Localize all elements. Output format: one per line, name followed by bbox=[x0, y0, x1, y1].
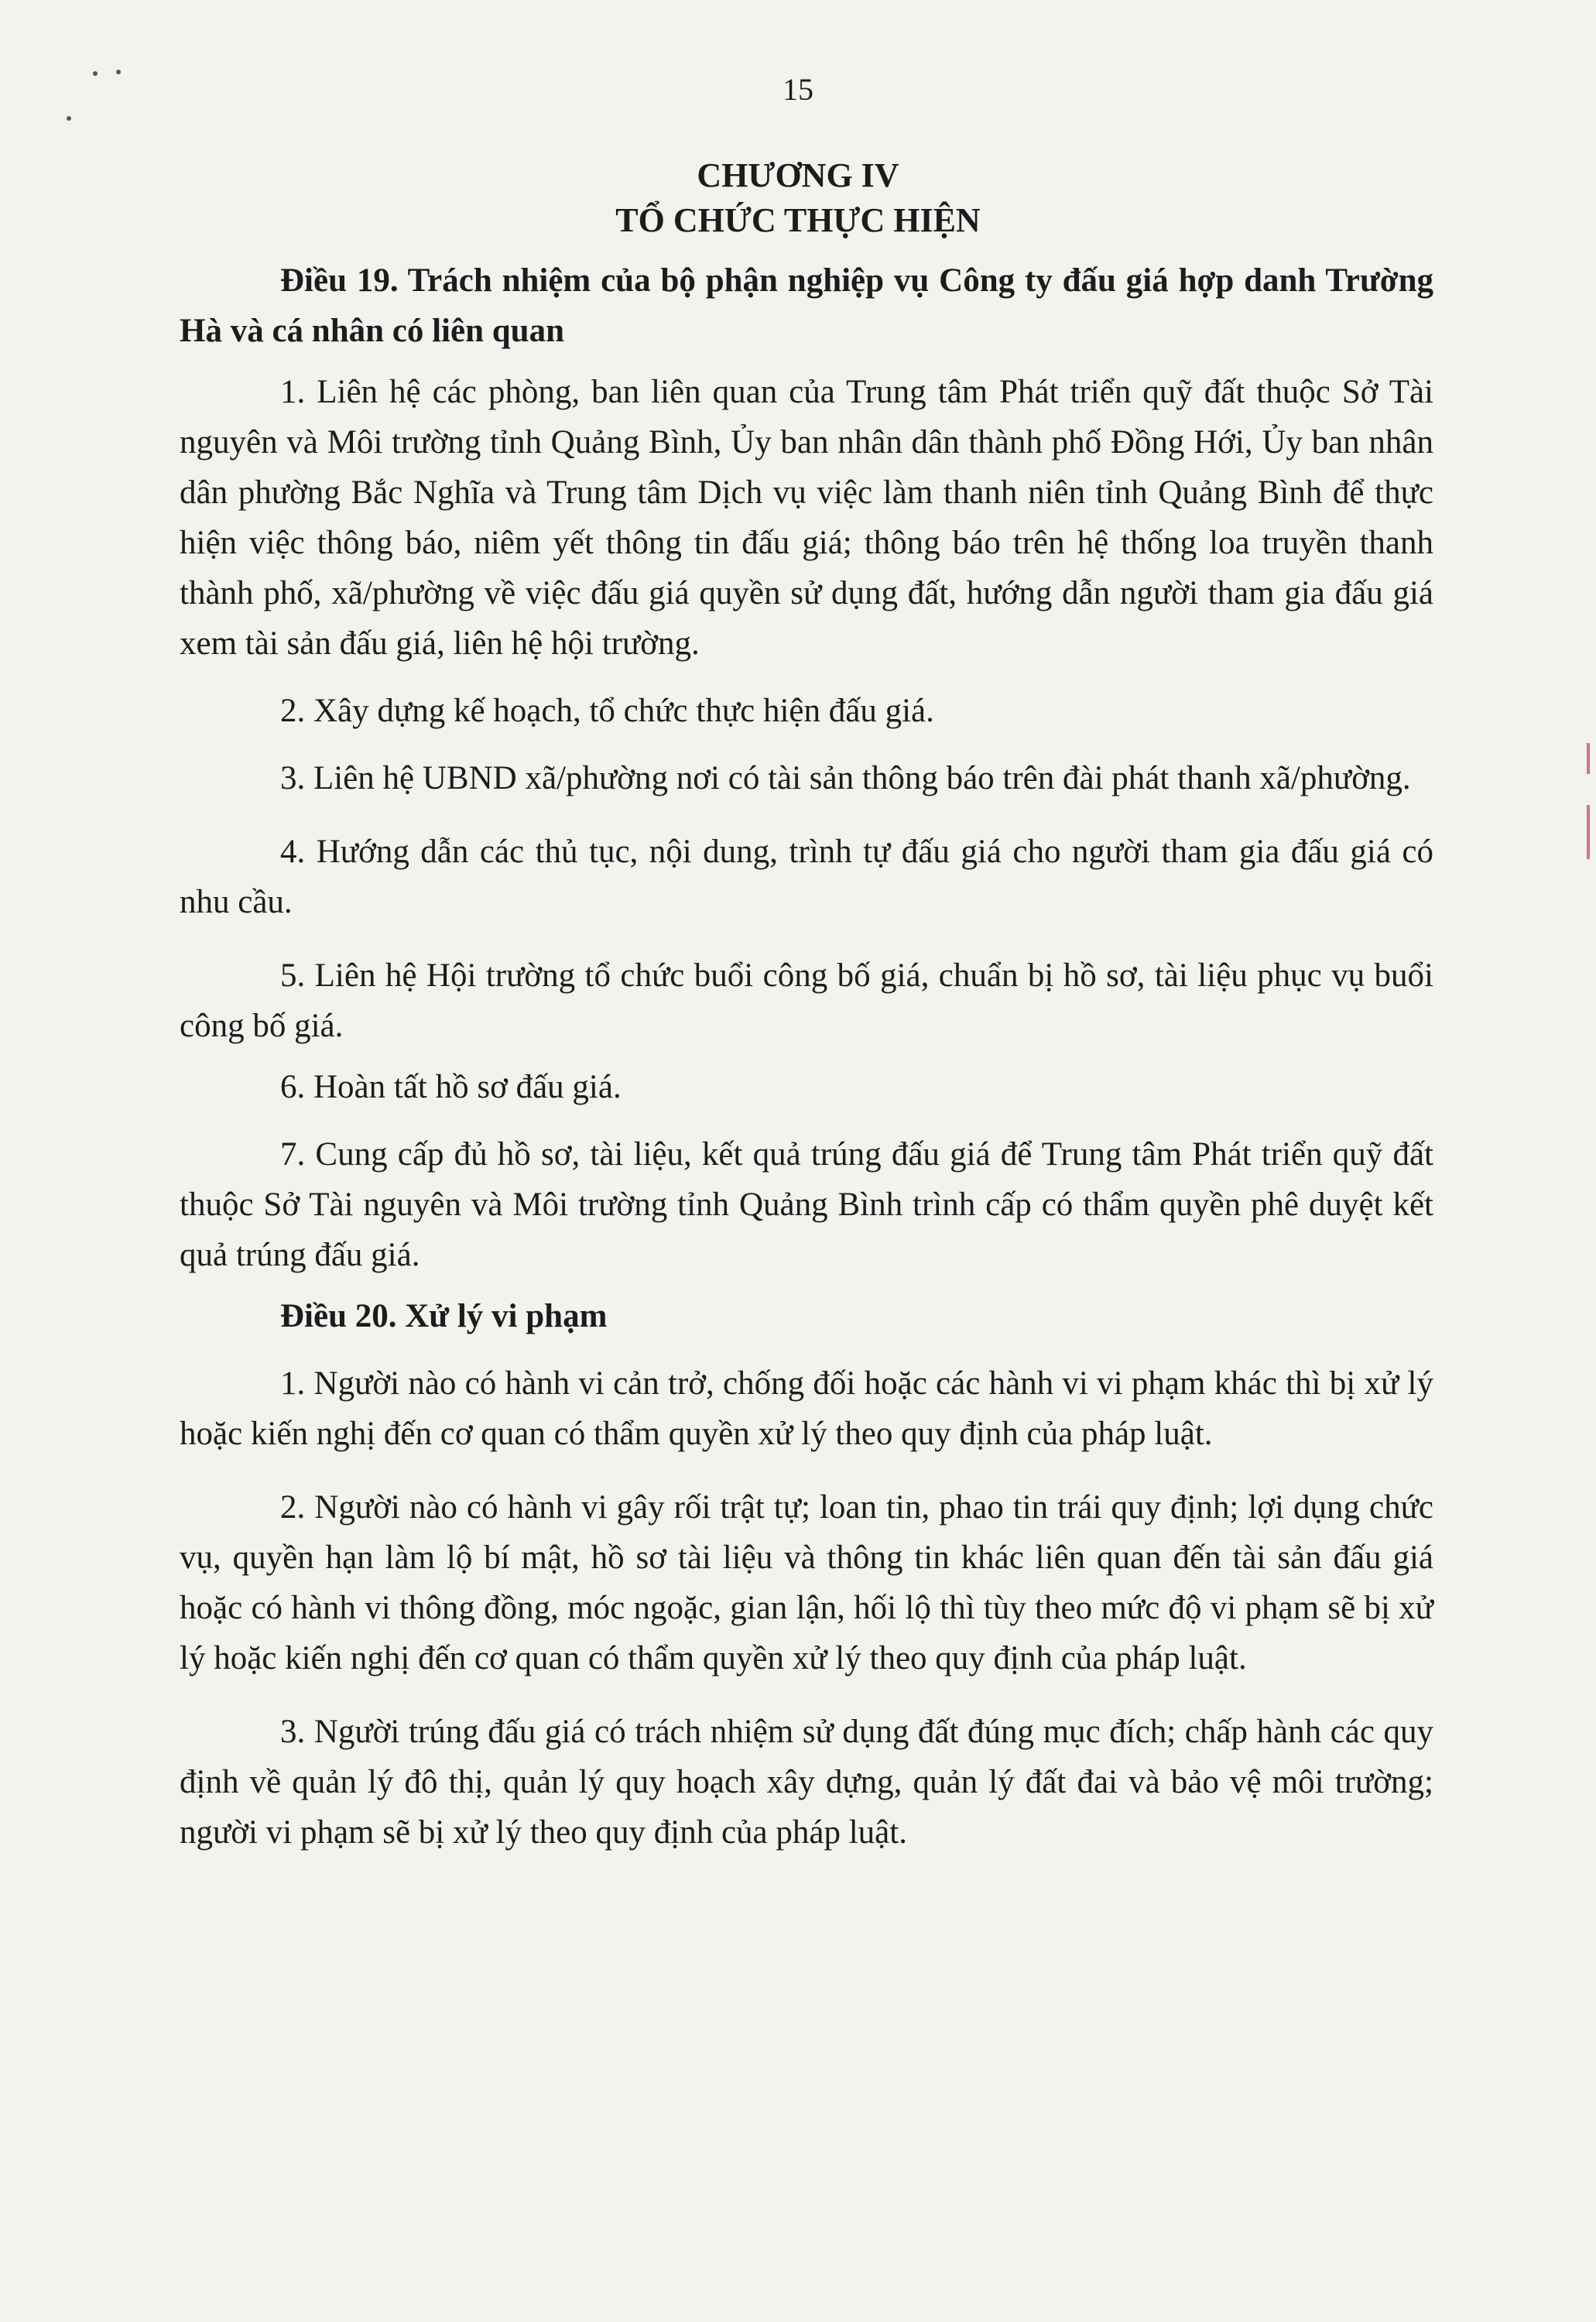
chapter-number: CHƯƠNG IV bbox=[697, 156, 899, 194]
chapter-heading bbox=[0, 153, 1596, 243]
scan-speck bbox=[67, 116, 71, 121]
article-19-heading: Điều 19. Trách nhiệm của bộ phận nghiệp vụ Công ty đấu giá hợp danh Trường Hà và cá nhân có liên quan bbox=[180, 262, 1433, 349]
edge-stain bbox=[1587, 805, 1590, 859]
article-19-item: 1. Liên hệ các phòng, ban liên quan của Trung tâm Phát triển quỹ đất thuộc Sở Tài nguyên và Môi trường tỉnh Quảng Bình, Ủy ban nhân dân thành phố Đồng Hới, Ủy ban nhân dân phường Bắc Nghĩa và Trung tâm Dịch vụ việc làm thanh niên tỉnh Quảng Bình để thực hiện việc thông báo, niêm yết thông tin đấu giá; thông báo trên hệ thống loa truyền thanh thành phố, xã/phường về việc đấu giá quyền sử dụng đất, hướng dẫn người tham gia đấu giá xem tài sản đấu giá, liên hệ hội trường. bbox=[180, 374, 1433, 662]
article-19-item: 3. Liên hệ UBND xã/phường nơi có tài sản thông báo trên đài phát thanh xã/phường. bbox=[280, 760, 1411, 796]
article-19-item: 7. Cung cấp đủ hồ sơ, tài liệu, kết quả trúng đấu giá để Trung tâm Phát triển quỹ đất thuộc Sở Tài nguyên và Môi trường tỉnh Quảng Bình trình cấp có thẩm quyền phê duyệt kết quả trúng đấu giá. bbox=[180, 1136, 1433, 1273]
article-20-item: 1. Người nào có hành vi cản trở, chống đối hoặc các hành vi vi phạm khác thì bị xử lý hoặc kiến nghị đến cơ quan có thẩm quyền xử lý theo quy định của pháp luật. bbox=[180, 1365, 1433, 1452]
edge-stain bbox=[1587, 743, 1590, 774]
document-body bbox=[180, 255, 1433, 1858]
page-number: 15 bbox=[783, 72, 813, 107]
article-19-item: 2. Xây dựng kế hoạch, tổ chức thực hiện đấu giá. bbox=[280, 693, 934, 729]
article-20-item: 2. Người nào có hành vi gây rối trật tự; loan tin, phao tin trái quy định; lợi dụng chức vụ, quyền hạn làm lộ bí mật, hồ sơ tài liệu và thông tin khác liên quan đến tài sản đấu giá hoặc có hành vi thông đồng, móc ngoặc, gian lận, hối lộ thì tùy theo mức độ vi phạm sẽ bị xử lý hoặc kiến nghị đến cơ quan có thẩm quyền xử lý theo quy định của pháp luật. bbox=[180, 1489, 1433, 1676]
article-20-item: 3. Người trúng đấu giá có trách nhiệm sử dụng đất đúng mục đích; chấp hành các quy định về quản lý đô thị, quản lý quy hoạch xây dựng, quản lý đất đai và bảo vệ môi trường; người vi phạm sẽ bị xử lý theo quy định của pháp luật. bbox=[180, 1714, 1433, 1851]
article-19-item: 6. Hoàn tất hồ sơ đấu giá. bbox=[280, 1069, 622, 1105]
article-19-item: 5. Liên hệ Hội trường tổ chức buổi công bố giá, chuẩn bị hồ sơ, tài liệu phục vụ buổi công bố giá. bbox=[180, 957, 1433, 1044]
article-19-item: 4. Hướng dẫn các thủ tục, nội dung, trình tự đấu giá cho người tham gia đấu giá có nhu cầu. bbox=[180, 834, 1433, 920]
chapter-title: TỔ CHỨC THỰC HIỆN bbox=[615, 201, 981, 239]
article-20-heading: Điều 20. Xử lý vi phạm bbox=[280, 1298, 608, 1334]
